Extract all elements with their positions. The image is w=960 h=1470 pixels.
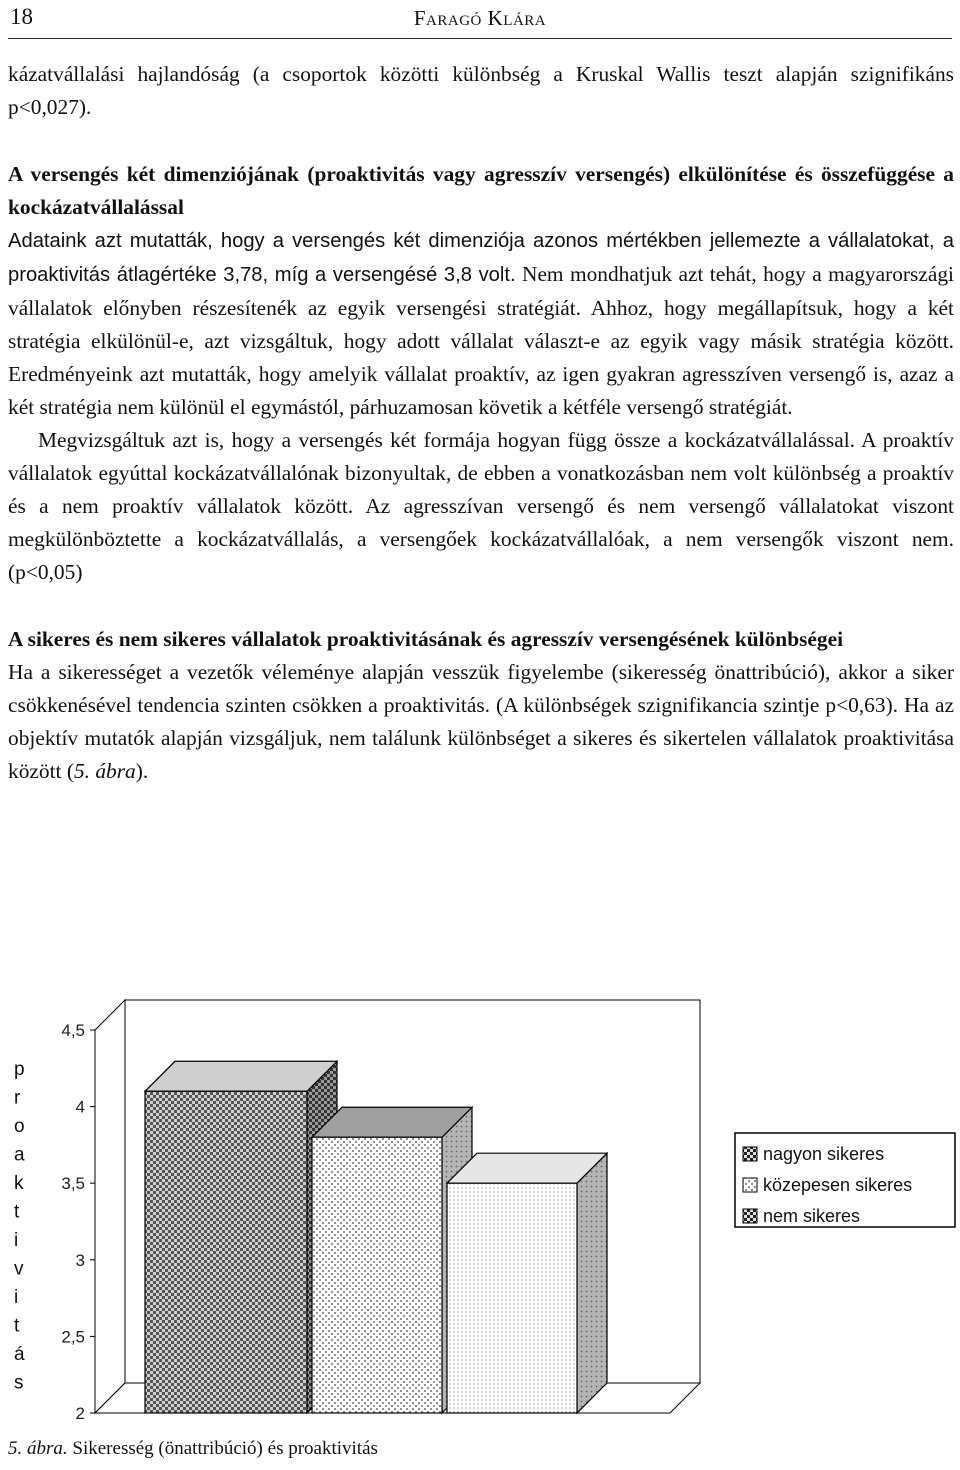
y-tick-label: 4,5 [61, 1021, 85, 1040]
y-axis-label-letter: i [14, 1287, 19, 1308]
bar-3 [447, 1183, 577, 1413]
y-axis-label-letter: k [14, 1173, 24, 1194]
chart-figure [0, 990, 960, 1430]
y-axis-label-letter: á [14, 1344, 25, 1365]
body-text [8, 58, 954, 788]
y-tick-label: 3 [75, 1250, 85, 1270]
y-axis-label-letter: t [14, 1315, 20, 1337]
paragraph-continued: kázatvállalási hajlandóság (a csoportok közötti különbség a Kruskal Wallis teszt alapján szignifikáns p<0,027). [8, 62, 954, 119]
paragraph-success: Ha a sikerességet a vezetők véleménye alapján vesszük figyelembe (sikeresség önattribúció), akkor a siker csökkenésével tendencia szinten csökken a proaktivitás. (A különbségek szignifikancia szintje p<0,63). Ha az objektív mutatók alapján vizsgáljuk, nem találunk különbséget a sikeres és sikertelen vállalatok proaktivitása között (5. ábra). [8, 660, 954, 783]
y-tick-label: 2,5 [61, 1327, 85, 1347]
sans-sentence: Adataink azt mutatták, hogy a versengés két dimenziója azonos mértékben jellemezte a vállalatokat, a proaktivitás átlagértéke 3,78, míg a versengésé 3,8 volt. [8, 230, 954, 286]
paragraph-risk: Megvizsgáltuk azt is, hogy a versengés két formája hogyan függ össze a kockázatvállalással. A proaktív vállalatok egyúttal kockázatvállalónak bizonyultak, de ebben a vonatkozásban nem volt különbség a proaktív és a nem proaktív vállalatok között. Az agresszívan versengő és nem versengő vállalatokat viszont megkülönböztette a kockázatvállalás, a versengőek kockázatvállalóak, a nem versengők viszont nem. (p<0,05) [8, 428, 954, 584]
caption-text: Sikeresség (önattribúció) és proaktivitás [67, 1438, 378, 1459]
y-axis-label-letter: v [14, 1258, 24, 1280]
legend-label: közepesen sikeres [763, 1175, 913, 1195]
y-axis-label-letter: r [14, 1087, 21, 1109]
bar-2 [312, 1137, 442, 1413]
y-axis-label-letter: t [14, 1201, 20, 1223]
legend-swatch [743, 1147, 757, 1161]
bar-chart [0, 990, 960, 1430]
legend-label: nagyon sikeres [763, 1144, 885, 1164]
legend-swatch [743, 1178, 757, 1192]
legend-label: nem sikeres [763, 1206, 861, 1226]
bar-1 [145, 1091, 307, 1413]
page-number: 18 [10, 4, 33, 29]
bar-side [577, 1153, 607, 1413]
y-axis-label-letter: i [14, 1230, 19, 1251]
y-tick-label: 3,5 [61, 1174, 85, 1194]
section-title-2: A sikeres és nem sikeres vállalatok proaktivitásának és agresszív versengésének különbségei [8, 627, 844, 651]
serif-sentences: Nem mondhatjuk azt tehát, hogy a magyarországi vállalatok előnyben részesítenék az egyik versengési stratégiát. Ahhoz, hogy megállapítsuk, hogy a két stratégia elkülönül-e, azt vizsgáltuk, hogy adott vállalat választ-e az egyik vagy másik stratégia között. Eredményeink azt mutatták, hogy amelyik vállalat proaktív, az igen gyakran agresszíven versengő is, azaz a két stratégia nem különül el egymástól, párhuzamosan követik a kétféle versengő stratégiát. [8, 262, 954, 419]
figure-caption [8, 1438, 378, 1460]
y-tick-label: 2 [75, 1404, 85, 1423]
running-head: Faragó Klára [413, 6, 547, 30]
y-tick-label: 4 [75, 1097, 85, 1117]
bar-top [145, 1061, 337, 1091]
caption-label: 5. ábra. [8, 1438, 68, 1459]
paragraph-results [8, 224, 954, 424]
y-axis-label-letter: s [14, 1372, 24, 1394]
y-axis-label-letter: p [14, 1059, 25, 1080]
section-title-1: A versengés két dimenziójának (proaktivitás vagy agresszív versengés) elkülönítése és összefüggése a kockázatvállalással [8, 162, 954, 219]
left-wall [95, 1000, 125, 1413]
y-axis-label-letter: o [14, 1116, 25, 1137]
page-header [8, 2, 952, 39]
y-axis-label-letter: a [14, 1144, 25, 1166]
figure-reference: 5. ábra [73, 759, 136, 783]
legend-swatch [743, 1209, 757, 1223]
